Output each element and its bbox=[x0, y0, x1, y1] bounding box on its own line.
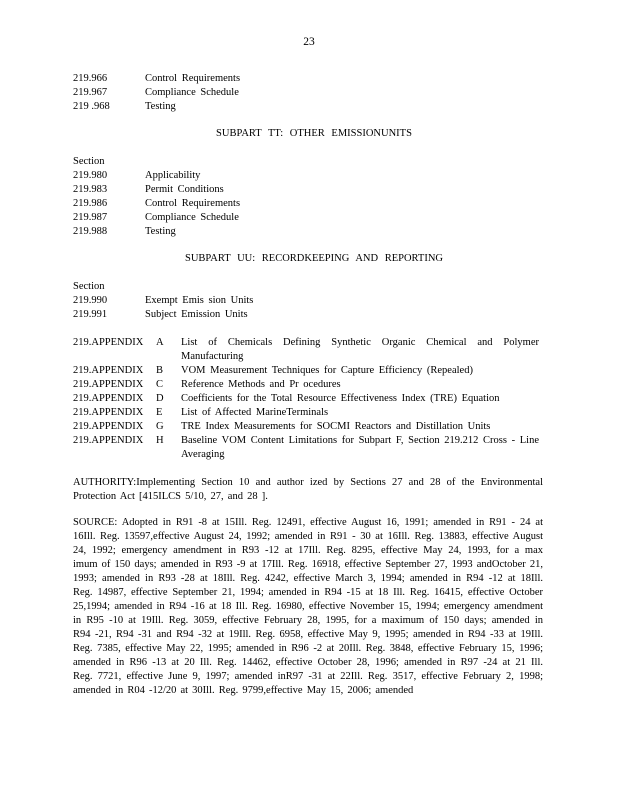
appendix-letter: E bbox=[156, 407, 163, 418]
appendix-title: TRE Index Measurements for SOCMI Reactors and Distillation Units bbox=[181, 421, 491, 432]
section-number: 219.987 bbox=[73, 212, 108, 223]
section-number: 219.980 bbox=[73, 170, 108, 181]
appendix-letter: D bbox=[156, 393, 164, 404]
appendix-letter: A bbox=[156, 337, 164, 348]
section-number: 219.966 bbox=[73, 73, 108, 84]
appendix-entry bbox=[73, 336, 543, 364]
section-list-group-1 bbox=[73, 72, 543, 114]
section-title: Testing bbox=[145, 101, 176, 112]
appendix-letter: C bbox=[156, 379, 164, 390]
authority-paragraph: AUTHORITY:Implementing Section 10 and author ized by Sections 27 and 28 of the Environmental Protection Act [415ILCS 5/10, 27, and 28 ]. bbox=[73, 477, 543, 502]
section-number: 219.991 bbox=[73, 309, 108, 320]
section-title: Applicability bbox=[145, 170, 201, 181]
section-entry bbox=[73, 211, 543, 225]
appendix-title: Coefficients for the Total Resource Effectiveness Index (TRE) Equation bbox=[181, 393, 500, 404]
section-entry bbox=[73, 183, 543, 197]
section-list-group-2 bbox=[73, 169, 543, 239]
section-entry bbox=[73, 100, 543, 114]
subpart-uu-heading: SUBPART UU: RECORDKEEPING AND REPORTING bbox=[184, 253, 444, 264]
section-entry bbox=[73, 86, 543, 100]
section-entry bbox=[73, 169, 543, 183]
section-entry bbox=[73, 72, 543, 86]
appendix-entry bbox=[73, 420, 543, 434]
document-body bbox=[73, 72, 543, 698]
appendix-entry bbox=[73, 406, 543, 420]
section-title: Compliance Schedule bbox=[145, 87, 239, 98]
appendix-title: List of Affected MarineTerminals bbox=[181, 407, 329, 418]
section-entry bbox=[73, 308, 543, 322]
section-label: Section bbox=[73, 156, 105, 167]
appendix-title: List of Chemicals Defining Synthetic Organic Chemical and Polymer Manufacturing bbox=[181, 337, 539, 362]
section-title: Subject Emission Units bbox=[145, 309, 248, 320]
appendix-number: 219.APPENDIX bbox=[73, 379, 144, 390]
section-title: Exempt Emis sion Units bbox=[145, 295, 254, 306]
appendix-number: 219.APPENDIX bbox=[73, 435, 144, 446]
appendix-letter: H bbox=[156, 435, 164, 446]
appendix-entry bbox=[73, 364, 543, 378]
section-entry bbox=[73, 294, 543, 308]
section-title: Compliance Schedule bbox=[145, 212, 239, 223]
appendix-number: 219.APPENDIX bbox=[73, 421, 144, 432]
appendix-list bbox=[73, 336, 543, 462]
appendix-number: 219.APPENDIX bbox=[73, 365, 144, 376]
section-title: Testing bbox=[145, 226, 176, 237]
section-number: 219.967 bbox=[73, 87, 108, 98]
section-number: 219.986 bbox=[73, 198, 108, 209]
section-entry bbox=[73, 225, 543, 239]
section-number: 219.990 bbox=[73, 295, 108, 306]
section-title: Control Requirements bbox=[145, 73, 241, 84]
section-list-group-3 bbox=[73, 294, 543, 322]
appendix-number: 219.APPENDIX bbox=[73, 393, 144, 404]
appendix-number: 219.APPENDIX bbox=[73, 337, 144, 348]
section-number: 219.988 bbox=[73, 226, 108, 237]
appendix-entry bbox=[73, 392, 543, 406]
section-number: 219 .968 bbox=[73, 101, 110, 112]
appendix-title: Reference Methods and Pr ocedures bbox=[181, 379, 341, 390]
appendix-letter: G bbox=[156, 421, 164, 432]
section-label: Section bbox=[73, 281, 105, 292]
section-title: Permit Conditions bbox=[145, 184, 224, 195]
appendix-number: 219.APPENDIX bbox=[73, 407, 144, 418]
page-number: 23 bbox=[303, 36, 315, 48]
appendix-title: VOM Measurement Techniques for Capture Efficiency (Repealed) bbox=[181, 365, 473, 376]
source-paragraph: SOURCE: Adopted in R91 -8 at 15Ill. Reg. 12491, effective August 16, 1991; amended in R91 - 24 at 16Ill. Reg. 13597,effective August 24, 1992; amended in R91 - 30 at 16Ill. Reg. 13883, effective August 24, 1992; emergency amendment in R93 -12 at 17Ill. Reg. 8295, effective May 24, 1993, for a max imum of 150 days; amended in R93 -9 at 17Ill. Reg. 16918, effective September 27, 1993 andOctober 21, 1993; amended in R93 -28 at 18Ill. Reg. 4242, effective March 3, 1994; amended in R94 -12 at 18Ill. Reg. 14987, effective September 21, 1994; amended in R94 -15 at 18 Ill. Reg. 16415, effective October 25,1994; amended in R94 -16 at 18 Ill. Reg. 16980, effective November 15, 1994; emergency amendment in R95 -10 at 19Ill. Reg. 3059, effective February 28, 1995, for a maximum of 150 days; amended in R94 -21, R94 -31 and R94 -32 at 19Ill. Reg. 6958, effective May 9, 1995; amended in R94 -33 at 19Ill. Reg. 7385, effective May 22, 1995; amended in R96 -2 at 20Ill. Reg. 3848, effective February 15, 1996; amended in R96 -13 at 20 Ill. Reg. 14462, effective October 28, 1996; amended in R97 -24 at 21 Ill. Reg. 7721, effective June 9, 1997; amended inR97 -31 at 22Ill. Reg. 3517, effective February 2, 1998; amended in R04 -12/20 at 30Ill. Reg. 9799,effective May 15, 2006; amended bbox=[73, 517, 543, 696]
section-number: 219.983 bbox=[73, 184, 108, 195]
appendix-letter: B bbox=[156, 365, 164, 376]
appendix-entry bbox=[73, 434, 543, 462]
appendix-title: Baseline VOM Content Limitations for Subpart F, Section 219.212 Cross - Line Averaging bbox=[181, 435, 539, 460]
appendix-entry bbox=[73, 378, 543, 392]
section-entry bbox=[73, 197, 543, 211]
section-title: Control Requirements bbox=[145, 198, 241, 209]
subpart-tt-heading: SUBPART TT: OTHER EMISSIONUNITS bbox=[216, 128, 412, 139]
